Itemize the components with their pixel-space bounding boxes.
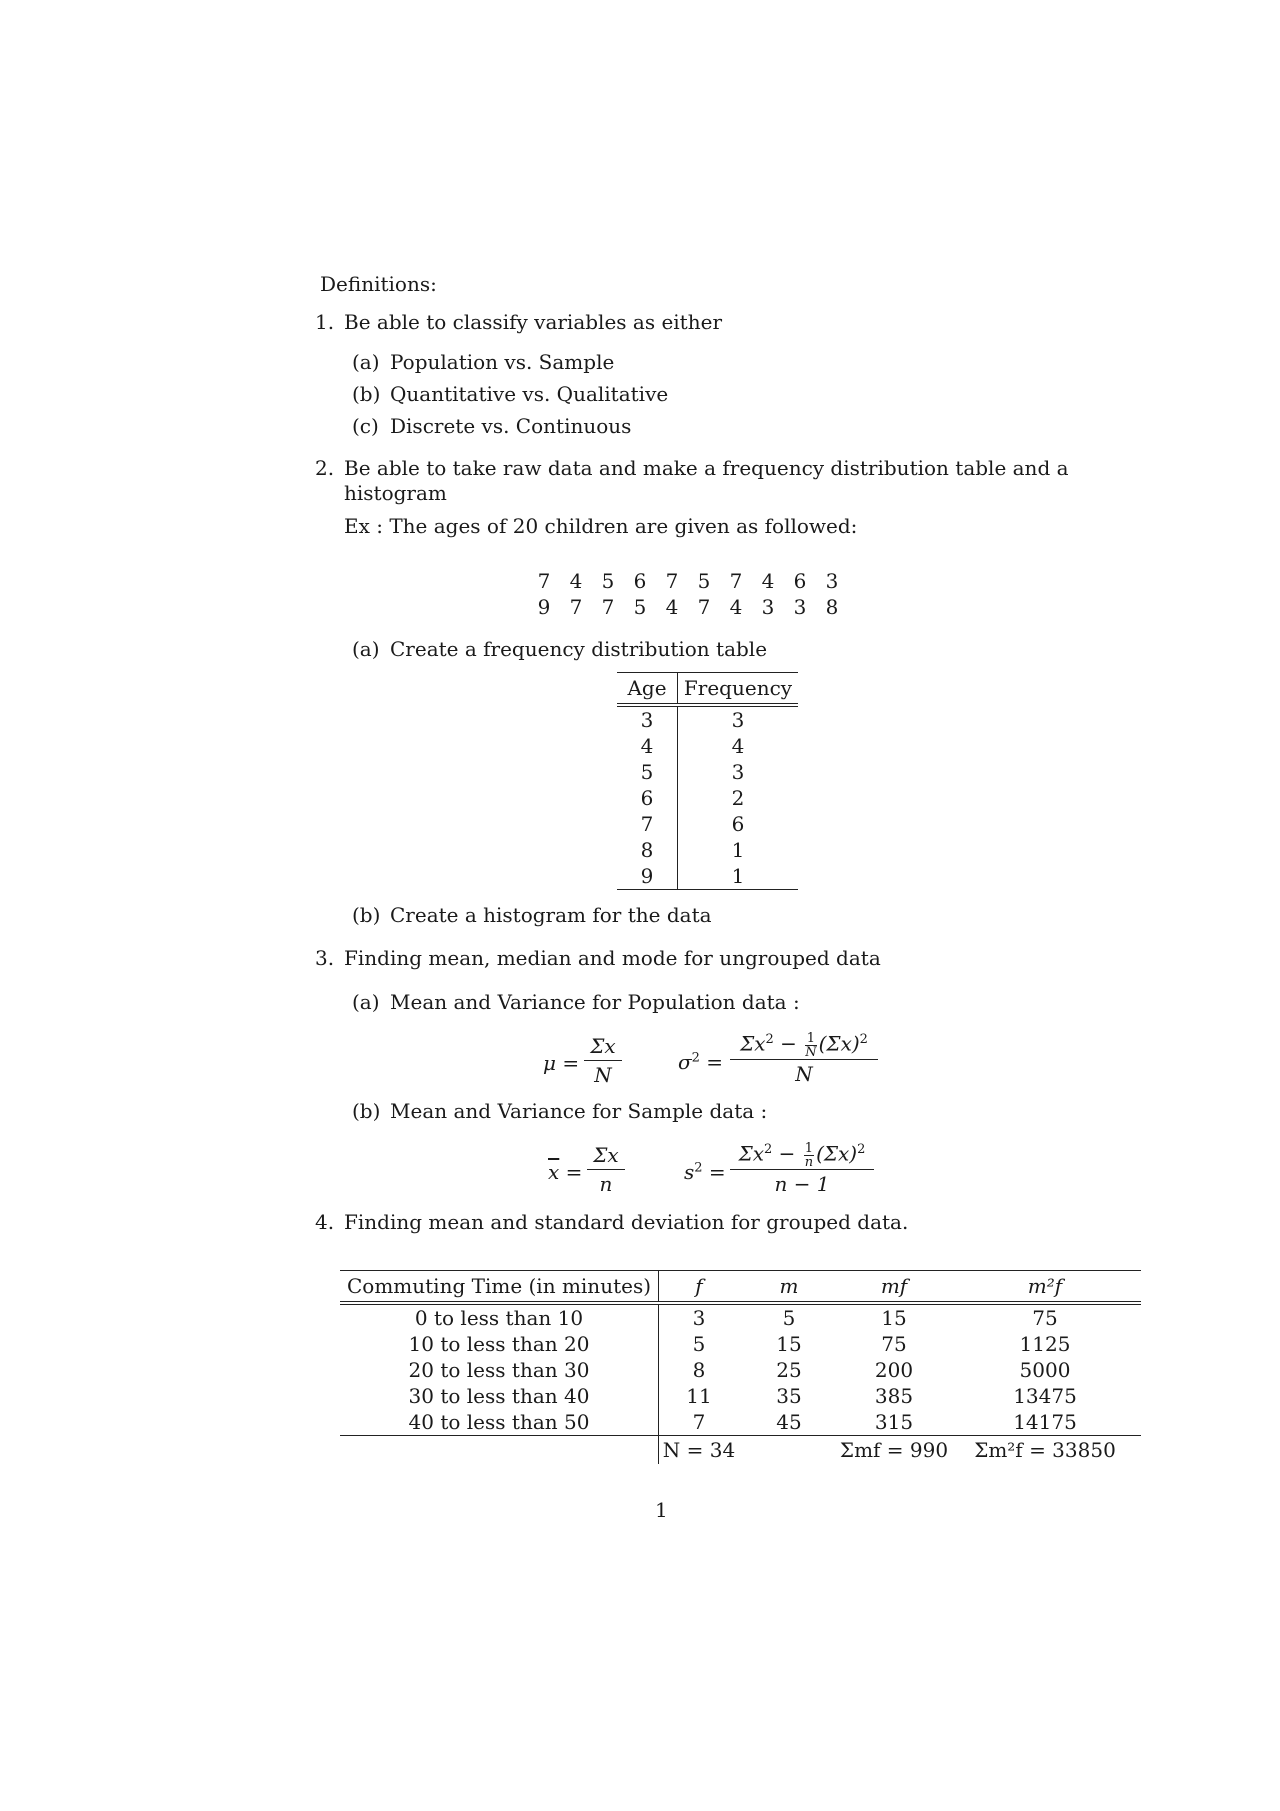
definitions-heading: Definitions: <box>320 272 437 296</box>
raw-value: 7 <box>601 595 615 619</box>
raw-value: 6 <box>633 569 647 593</box>
sample-mean-fraction <box>587 1141 625 1198</box>
raw-data-row-1 <box>528 568 848 594</box>
item-1a-text: Population vs. Sample <box>390 350 615 374</box>
raw-value: 7 <box>697 595 711 619</box>
item-2b-label: (b) <box>352 903 381 927</box>
raw-value: 7 <box>569 595 583 619</box>
item-3b-text: Mean and Variance for Sample data : <box>390 1099 768 1123</box>
item-1b-label: (b) <box>352 382 381 406</box>
table-row <box>340 1383 1141 1409</box>
population-mean-fraction <box>584 1032 622 1089</box>
age-header: Age <box>617 673 678 706</box>
fraction-denominator: n <box>599 1172 613 1196</box>
table-row <box>617 759 798 785</box>
m2f-cell: 13475 <box>1013 1384 1077 1408</box>
f-cell: 5 <box>692 1332 706 1356</box>
m2f-cell: 14175 <box>949 1409 1141 1436</box>
item-2a-label: (a) <box>352 637 380 661</box>
sample-mean-lhs: $\overline{x}$ = <box>548 1160 583 1184</box>
total-n: N = 34 <box>662 1438 736 1462</box>
item-4-text: Finding mean and standard deviation for grouped data. <box>344 1210 909 1234</box>
table-row <box>617 733 798 759</box>
item-2-number: 2. <box>315 456 335 480</box>
m2f-cell: 5000 <box>1019 1358 1071 1382</box>
mf-header: mf <box>839 1271 949 1304</box>
frequency-cell: 1 <box>731 838 745 862</box>
age-cell: 8 <box>617 837 678 863</box>
interval-cell: 0 to less than 10 <box>340 1303 659 1331</box>
age-cell: 6 <box>617 785 678 811</box>
frequency-cell: 3 <box>731 760 745 784</box>
raw-value: 3 <box>825 569 839 593</box>
raw-data-row-2 <box>528 594 848 620</box>
raw-value: 7 <box>537 569 551 593</box>
grouped-data-table <box>340 1270 1141 1464</box>
m-cell: 5 <box>739 1303 839 1331</box>
m-cell: 25 <box>776 1358 802 1382</box>
raw-value: 5 <box>633 595 647 619</box>
raw-value: 5 <box>601 569 615 593</box>
raw-value: 7 <box>665 569 679 593</box>
table-row <box>340 1409 1141 1436</box>
total-m2f: Σm²f = 33850 <box>974 1438 1116 1462</box>
mf-cell: 385 <box>874 1384 914 1408</box>
age-cell: 3 <box>617 705 678 733</box>
raw-value: 4 <box>729 595 743 619</box>
raw-value: 6 <box>793 569 807 593</box>
f-header: f <box>659 1271 740 1304</box>
item-1-number: 1. <box>315 310 335 334</box>
age-cell: 7 <box>617 811 678 837</box>
page-number: 1 <box>655 1498 668 1522</box>
totals-row <box>340 1436 1141 1465</box>
mf-cell: 315 <box>839 1409 949 1436</box>
m2f-cell: 75 <box>949 1303 1141 1331</box>
population-mean-lhs: μ = <box>543 1051 580 1075</box>
m2f-cell: 1125 <box>1019 1332 1071 1356</box>
sigma-symbol: σ <box>678 1050 692 1074</box>
mf-cell: 200 <box>874 1358 914 1382</box>
item-2-line2: histogram <box>344 481 447 505</box>
fraction-numerator: $\Sigma x^2$ − $\frac{1}{N}$ $(\Sigma x)^2$ <box>730 1026 878 1060</box>
m-cell: 45 <box>739 1409 839 1436</box>
fraction-denominator: N <box>795 1061 813 1086</box>
f-cell: 7 <box>659 1409 740 1436</box>
table-row <box>617 705 798 733</box>
table-row <box>340 1357 1141 1383</box>
fraction-numerator: $\Sigma x^2$ − $\frac{1}{n}$ $(\Sigma x)^2$ <box>730 1136 874 1170</box>
item-2-line1: Be able to take raw data and make a frequency distribution table and a <box>344 456 1069 480</box>
age-cell: 9 <box>617 863 678 890</box>
raw-data-grid <box>528 568 848 620</box>
frequency-header: Frequency <box>678 673 799 706</box>
raw-value: 8 <box>825 595 839 619</box>
table-row <box>617 837 798 863</box>
sample-variance-fraction <box>730 1136 874 1198</box>
item-3a-label: (a) <box>352 990 380 1014</box>
table-row <box>617 785 798 811</box>
item-1a-label: (a) <box>352 350 380 374</box>
m-cell: 35 <box>776 1384 802 1408</box>
f-cell: 11 <box>686 1384 712 1408</box>
raw-value: 7 <box>729 569 743 593</box>
frequency-cell: 4 <box>731 734 745 758</box>
item-3-number: 3. <box>315 946 335 970</box>
sample-variance-lhs: $s^2$ = <box>684 1160 726 1184</box>
total-mf: Σmf = 990 <box>839 1438 949 1462</box>
frequency-table <box>617 672 798 890</box>
commuting-time-header: Commuting Time (in minutes) <box>340 1271 659 1304</box>
age-cell: 5 <box>617 759 678 785</box>
item-2b-text: Create a histogram for the data <box>390 903 712 927</box>
item-3a-text: Mean and Variance for Population data : <box>390 990 800 1014</box>
fraction-denominator: n − 1 <box>774 1171 830 1196</box>
raw-value: 4 <box>569 569 583 593</box>
table-row <box>617 863 798 890</box>
raw-value: 5 <box>697 569 711 593</box>
raw-value: 4 <box>761 569 775 593</box>
population-variance-lhs: $\sigma^2$ = <box>678 1050 724 1074</box>
raw-value: 3 <box>793 595 807 619</box>
item-3b-label: (b) <box>352 1099 381 1123</box>
item-2a-text: Create a frequency distribution table <box>390 637 768 661</box>
m-header: m <box>739 1271 839 1304</box>
age-cell: 4 <box>617 733 678 759</box>
mf-cell: 75 <box>881 1332 907 1356</box>
fraction-numerator: Σx <box>584 1032 622 1061</box>
population-variance-fraction <box>730 1026 878 1088</box>
table-row <box>340 1331 1141 1357</box>
item-2-example: Ex : The ages of 20 children are given as followed: <box>344 514 858 538</box>
interval-cell: 30 to less than 40 <box>340 1383 659 1409</box>
item-4-number: 4. <box>315 1210 335 1234</box>
table-row <box>617 811 798 837</box>
fraction-denominator: N <box>594 1063 612 1087</box>
interval-cell: 10 to less than 20 <box>340 1331 659 1357</box>
frequency-cell: 1 <box>678 863 799 890</box>
table-row <box>340 1303 1141 1331</box>
item-1-text: Be able to classify variables as either <box>344 310 722 334</box>
frequency-cell: 2 <box>731 786 745 810</box>
interval-cell: 20 to less than 30 <box>340 1357 659 1383</box>
f-cell: 3 <box>659 1303 740 1331</box>
item-1c-label: (c) <box>352 414 379 438</box>
fraction-numerator: Σx <box>587 1141 625 1170</box>
frequency-cell: 3 <box>678 705 799 733</box>
item-1b-text: Quantitative vs. Qualitative <box>390 382 669 406</box>
raw-value: 9 <box>537 595 551 619</box>
m-cell: 15 <box>776 1332 802 1356</box>
frequency-cell: 6 <box>731 812 745 836</box>
m2f-header: m²f <box>949 1271 1141 1304</box>
raw-value: 3 <box>761 595 775 619</box>
raw-value: 4 <box>665 595 679 619</box>
item-1c-text: Discrete vs. Continuous <box>390 414 632 438</box>
item-3-text: Finding mean, median and mode for ungrouped data <box>344 946 881 970</box>
f-cell: 8 <box>692 1358 706 1382</box>
interval-cell: 40 to less than 50 <box>340 1409 659 1436</box>
mf-cell: 15 <box>839 1303 949 1331</box>
